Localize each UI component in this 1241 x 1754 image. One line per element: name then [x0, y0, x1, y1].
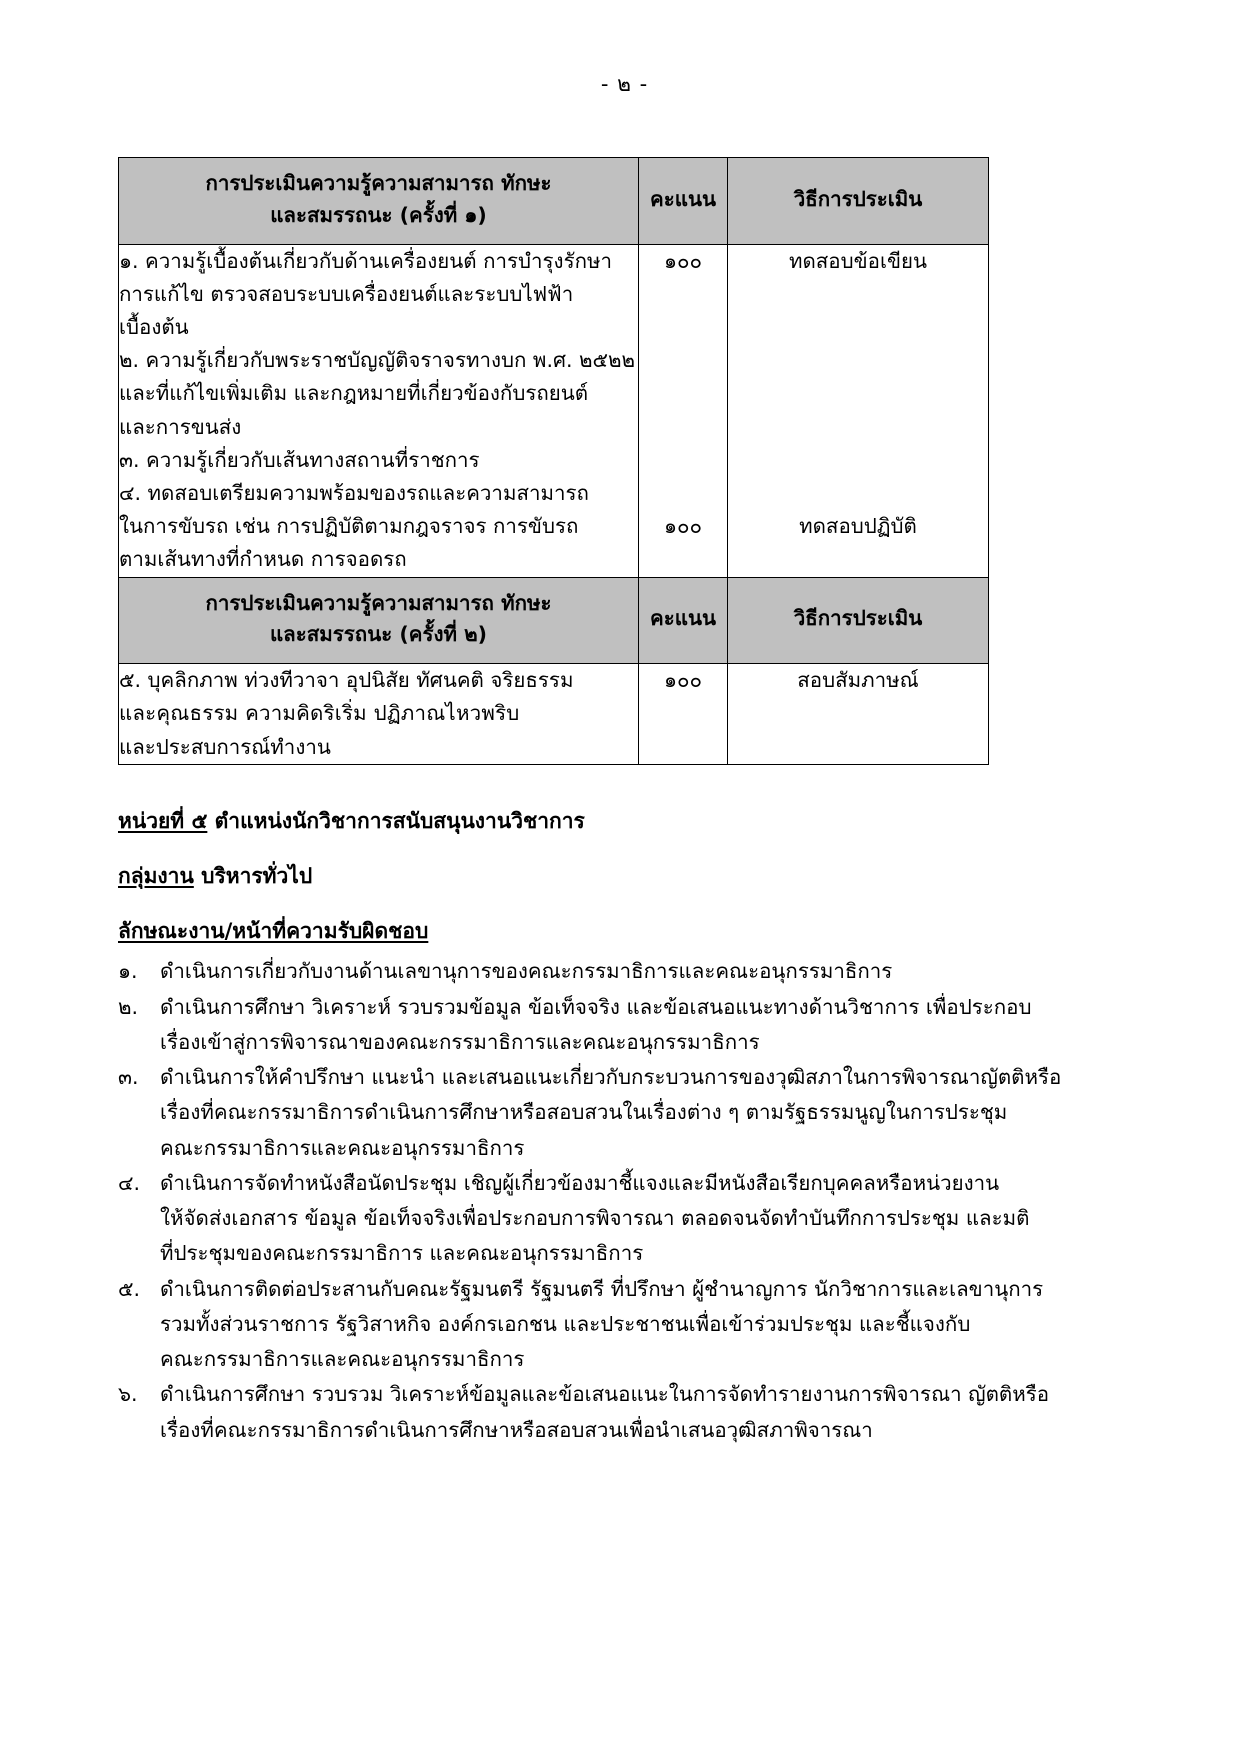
header-topic-line1: การประเมินความรู้ความสามารถ ทักษะ: [205, 590, 552, 615]
topic-line: ๕. บุคลิกภาพ ท่วงทีวาจา อุปนิสัย ทัศนคติ จริยธรรม: [119, 668, 574, 693]
topic-line: ๑. ความรู้เบื้องต้นเกี่ยวกับด้านเครื่องยนต์ การบำรุงรักษา: [119, 248, 613, 273]
list-item-line: เรื่องที่คณะกรรมาธิการดำเนินการศึกษาหรือสอบสวนในเรื่องต่าง ๆ ตามรัฐธรรมนูญในการประชุม: [160, 1100, 1008, 1125]
list-item-number: ๖.: [118, 1382, 138, 1407]
topic-line: ในการขับรถ เช่น การปฏิบัติตามกฎจราจร การขับรถ: [119, 514, 579, 539]
topic-line: และการขนส่ง: [119, 414, 242, 439]
group-heading-rest: บริหารทั่วไป: [193, 863, 313, 888]
list-item-line: คณะกรรมาธิการและคณะอนุกรรมาธิการ: [160, 1347, 525, 1372]
list-item: [118, 1060, 1131, 1166]
list-item-line: ให้จัดส่งเอกสาร ข้อมูล ข้อเท็จจริงเพื่อประกอบการพิจารณา ตลอดจนจัดทำบันทึกการประชุม และมติ: [160, 1206, 1030, 1231]
topic-line: ๒. ความรู้เกี่ยวกับพระราชบัญญัติจราจรทางบก พ.ศ. ๒๕๒๒: [119, 348, 636, 373]
list-item-number: ๒.: [118, 994, 139, 1019]
unit-heading: [118, 809, 1131, 834]
header-topic-line2: และสมรรถนะ (ครั้งที่ ๒): [269, 622, 488, 647]
list-item-line: ดำเนินการเกี่ยวกับงานด้านเลขานุการของคณะกรรมาธิการและคณะอนุกรรมาธิการ: [160, 959, 893, 984]
header-topic-line1: การประเมินความรู้ความสามารถ ทักษะ: [205, 171, 552, 195]
topic-line: และประสบการณ์ทำงาน: [119, 734, 331, 759]
duties-list: [118, 954, 1131, 1448]
method-cell-group-1: [728, 244, 989, 577]
list-item-number: ๕.: [118, 1276, 141, 1301]
list-item: [118, 990, 1131, 1061]
list-item-line: ดำเนินการศึกษา วิเคราะห์ รวบรวมข้อมูล ข้อเท็จจริง และข้อเสนอแนะทางด้านวิชาการ เพื่อประกอบ: [160, 994, 1032, 1019]
header-topic-line2: และสมรรถนะ (ครั้งที่ ๑): [270, 202, 487, 227]
score-value: ๑๐๐: [663, 248, 703, 273]
list-item-number: ๔.: [118, 1170, 141, 1195]
topic-cell-5: [119, 664, 639, 765]
table-header-row-2: [119, 577, 989, 664]
list-item-line: ดำเนินการศึกษา รวบรวม วิเคราะห์ข้อมูลและข้อเสนอแนะในการจัดทำรายงานการพิจารณา ญัตติหรือ: [160, 1382, 1050, 1407]
topic-line: เบื้องต้น: [119, 314, 189, 339]
duties-heading: [118, 919, 1131, 944]
assessment-table: [118, 157, 989, 765]
topic-cell-1: [119, 244, 639, 577]
unit-heading-rest: ตำแหน่งนักวิชาการสนับสนุนงานวิชาการ: [207, 808, 585, 833]
list-item: [118, 1377, 1131, 1448]
method-value: ทดสอบข้อเขียน: [788, 248, 928, 273]
header-score-1: คะแนน: [639, 158, 728, 245]
list-item-line: รวมทั้งส่วนราชการ รัฐวิสาหกิจ องค์กรเอกชน และประชาชนเพื่อเข้าร่วมประชุม และชี้แจงกับ: [160, 1311, 971, 1336]
table-header-row-1: [119, 158, 989, 245]
header-score-2: คะแนน: [639, 577, 728, 664]
topic-line: ตามเส้นทางที่กำหนด การจอดรถ: [119, 547, 407, 572]
table-row: [119, 244, 989, 577]
topic-line: การแก้ไข ตรวจสอบระบบเครื่องยนต์และระบบไฟฟ้า: [119, 281, 574, 306]
topic-line: และคุณธรรม ความคิดริเริ่ม ปฏิภาณไหวพริบ: [119, 701, 520, 726]
header-method-1: วิธีการประเมิน: [728, 158, 989, 245]
list-item: [118, 954, 1131, 989]
score-cell-group-1: [639, 244, 728, 577]
header-topic-1: [119, 158, 639, 245]
list-item: [118, 1272, 1131, 1378]
page-number: - ๒ -: [600, 72, 649, 96]
topic-line: และที่แก้ไขเพิ่มเติม และกฎหมายที่เกี่ยวข้องกับรถยนต์: [119, 381, 589, 406]
list-item-line: ดำเนินการจัดทำหนังสือนัดประชุม เชิญผู้เกี่ยวข้องมาชี้แจงและมีหนังสือเรียกบุคคลหรือหน่วยงาน: [160, 1170, 1000, 1195]
header-topic-2: [119, 577, 639, 664]
unit-heading-underlined: หน่วยที่ ๕: [118, 808, 208, 833]
list-item-line: เรื่องเข้าสู่การพิจารณาของคณะกรรมาธิการและคณะอนุกรรมาธิการ: [160, 1029, 760, 1054]
topic-line: ๓. ความรู้เกี่ยวกับเส้นทางสถานที่ราชการ: [119, 447, 480, 472]
list-item-line: ที่ประชุมของคณะกรรมาธิการ และคณะอนุกรรมาธิการ: [160, 1241, 644, 1266]
header-method-2: วิธีการประเมิน: [728, 577, 989, 664]
duties-heading-underlined: ลักษณะงาน/หน้าที่ความรับผิดชอบ: [118, 919, 429, 944]
method-value: ทดสอบปฏิบัติ: [799, 513, 917, 538]
method-cell-5: สอบสัมภาษณ์: [728, 664, 989, 765]
table-row: [119, 664, 989, 765]
list-item-line: คณะกรรมาธิการและคณะอนุกรรมาธิการ: [160, 1135, 525, 1160]
list-item-line: ดำเนินการให้คำปรึกษา แนะนำ และเสนอแนะเกี่ยวกับกระบวนการของวุฒิสภาในการพิจารณาญัตติหรือ: [160, 1065, 1062, 1090]
group-heading: [118, 864, 1131, 889]
topic-line: ๔. ทดสอบเตรียมความพร้อมของรถและความสามารถ: [119, 480, 589, 505]
score-value: ๑๐๐: [663, 513, 703, 538]
list-item-line: เรื่องที่คณะกรรมาธิการดำเนินการศึกษาหรือสอบสวนเพื่อนำเสนอวุฒิสภาพิจารณา: [160, 1417, 873, 1442]
score-cell-5: ๑๐๐: [639, 664, 728, 765]
group-heading-underlined: กลุ่มงาน: [118, 863, 194, 888]
list-item-number: ๓.: [118, 1065, 139, 1090]
list-item-line: ดำเนินการติดต่อประสานกับคณะรัฐมนตรี รัฐมนตรี ที่ปรึกษา ผู้ชำนาญการ นักวิชาการและเลขานุการ: [160, 1276, 1044, 1301]
list-item-number: ๑.: [118, 959, 138, 984]
list-item: [118, 1166, 1131, 1272]
